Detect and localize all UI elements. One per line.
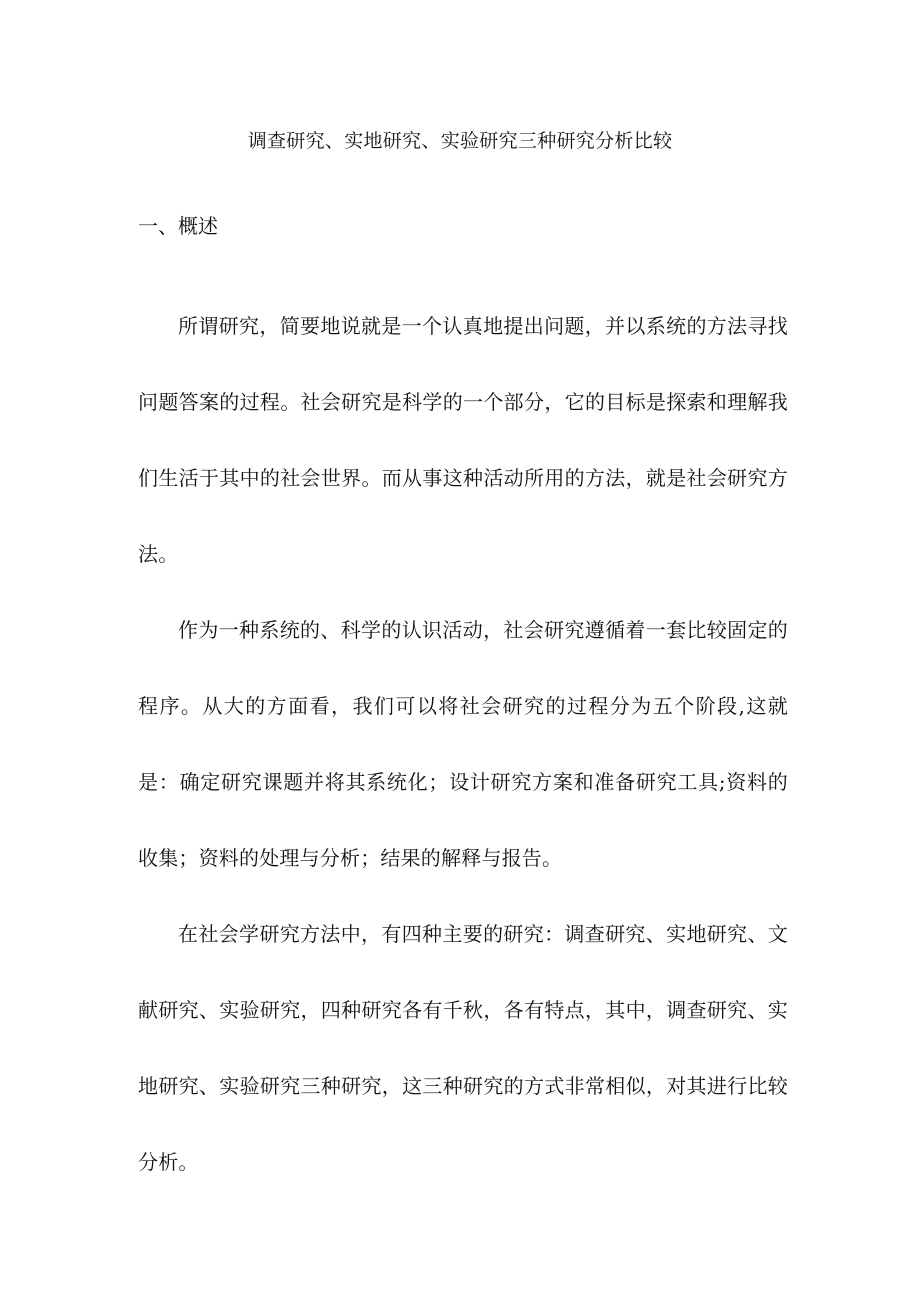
paragraph-3: 在社会学研究方法中，有四种主要的研究：调查研究、实地研究、文献研究、实验研究，四种研究各有千秋，各有特点，其中，调查研究、实地研究、实验研究三种研究，这三种研究的方式非常相似，对其进行比较分析。 (138, 922, 788, 1174)
document-title: 调查研究、实地研究、实验研究三种研究分析比较 (247, 130, 673, 152)
paragraph-2: 作为一种系统的、科学的认识活动，社会研究遵循着一套比较固定的程序。从大的方面看，我们可以将社会研究的过程分为五个阶段,这就是：确定研究课题并将其系统化；设计研究方案和准备研究工具;资料的收集；资料的处理与分析；结果的解释与报告。 (138, 618, 788, 870)
paragraph-1: 所谓研究，简要地说就是一个认真地提出问题，并以系统的方法寻找问题答案的过程。社会研究是科学的一个部分，它的目标是探索和理解我们生活于其中的社会世界。而从事这种活动所用的方法，就是社会研究方法。 (138, 314, 788, 566)
section-heading: 一、概述 (138, 214, 218, 238)
